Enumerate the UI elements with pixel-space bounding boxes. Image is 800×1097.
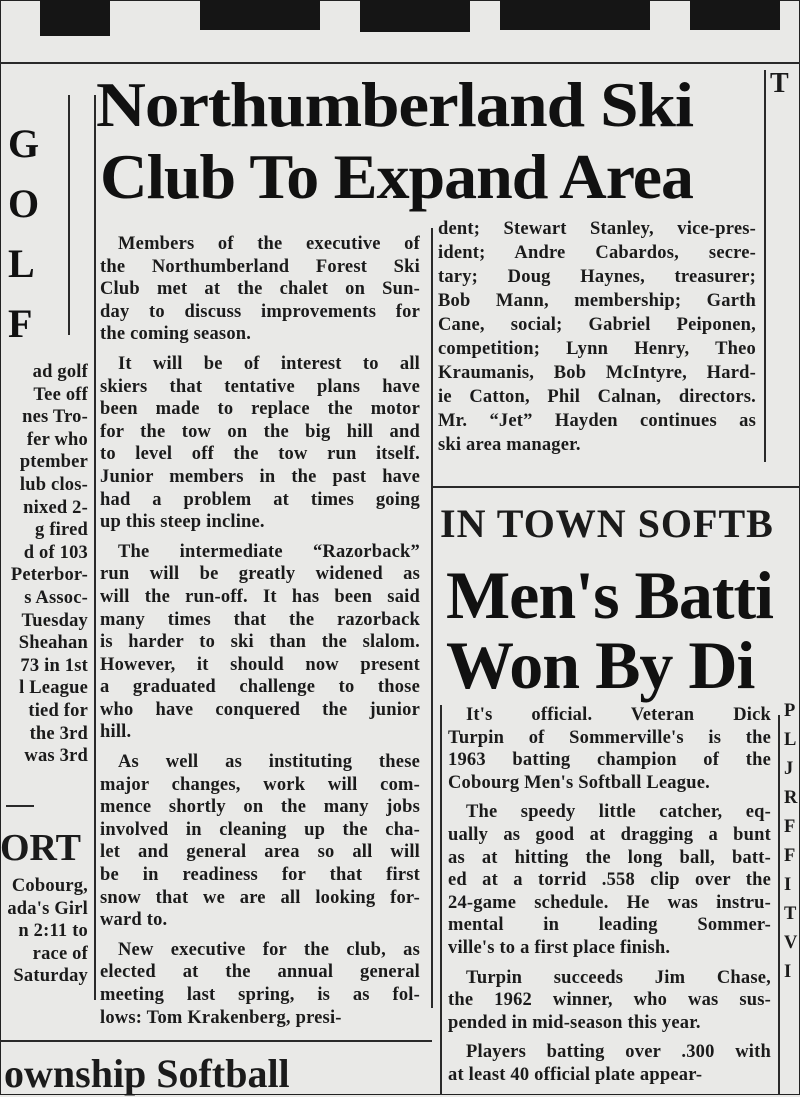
- text-line: F: [784, 817, 796, 837]
- text-line: the Northumberland Forest Ski: [100, 256, 420, 277]
- text-line: F: [784, 846, 796, 866]
- text-line: fer who: [26, 429, 88, 450]
- divider: [6, 805, 34, 807]
- text-line: the 1962 winner, who was sus-: [448, 990, 771, 1011]
- text-line: Sheahan: [18, 633, 88, 654]
- text-line: been made to replace the motor: [100, 399, 420, 420]
- text-line: run will be greatly widened as: [100, 564, 420, 585]
- text-line: Players batting over .300 with: [466, 1042, 771, 1063]
- text-line: n 2:11 to: [18, 921, 88, 942]
- text-line: be in readiness for that first: [100, 865, 420, 886]
- golf-letter: O: [8, 181, 40, 226]
- text-line: Mr. “Jet” Hayden continues as: [438, 411, 756, 431]
- text-line: The intermediate “Razorback”: [118, 541, 420, 562]
- text-line: for the tow on the big hill and: [100, 421, 420, 442]
- text-line: l League: [19, 678, 88, 699]
- softball-headline-line-2: Won By Di: [446, 627, 755, 703]
- township-softball-headline: ownship Softball: [4, 1051, 290, 1096]
- text-line: Tee off: [33, 384, 88, 405]
- divider: [0, 62, 800, 64]
- text-line: 24-game schedule. He was instru-: [448, 892, 771, 913]
- softball-kicker: IN TOWN SOFTB: [440, 501, 774, 546]
- text-line: It will be of interest to all: [118, 353, 420, 374]
- text-line: 1963 batting champion of the: [448, 750, 771, 771]
- text-line: mental in leading Sommer-: [448, 915, 771, 936]
- text-line: Cobourg,: [11, 876, 88, 896]
- text-line: T: [784, 904, 797, 924]
- text-line: Bob Mann, membership; Garth: [438, 291, 756, 311]
- text-line: to level off the tow run itself.: [100, 444, 420, 465]
- paragraph: [100, 939, 420, 1029]
- text-line: The speedy little catcher, eq-: [466, 802, 771, 823]
- text-line: 73 in 1st: [20, 655, 88, 676]
- text-line: R: [784, 788, 798, 808]
- softball-article-body: [448, 704, 771, 1094]
- text-line: Tuesday: [21, 610, 88, 631]
- paragraph: [100, 233, 420, 346]
- paragraph: [448, 967, 771, 1035]
- text-line: elected at the annual general: [100, 962, 420, 983]
- text-line: who have conquered the junior: [100, 699, 420, 720]
- text-line: meeting last spring, is as fol-: [100, 985, 420, 1005]
- text-line: as at hitting the long ball, batt-: [448, 847, 771, 868]
- text-line: ed at a torrid .558 clip over the: [448, 870, 771, 891]
- text-line: Peterbor-: [10, 565, 88, 586]
- text-line: will the run-off. It has been said: [100, 586, 420, 607]
- paragraph: [448, 1041, 771, 1086]
- text-line: many times that the razorback: [100, 609, 420, 630]
- text-line: dent; Stewart Stanley, vice-pres-: [438, 219, 756, 239]
- text-line: the coming season.: [100, 324, 252, 345]
- sport-article-text: [0, 875, 88, 988]
- golf-letter: L: [8, 241, 35, 286]
- text-line: It's official. Veteran Dick: [466, 705, 771, 725]
- text-line: Cane, social; Gabriel Peiponen,: [438, 315, 756, 335]
- text-line: s Assoc-: [24, 587, 88, 608]
- divider: [764, 70, 766, 462]
- masthead-fragment: [40, 0, 110, 36]
- text-line: the 3rd: [29, 723, 88, 744]
- text-line: Cobourg Men's Softball League.: [448, 772, 710, 793]
- text-line: As well as instituting these: [118, 752, 420, 773]
- text-line: V: [784, 933, 798, 953]
- text-line: ptember: [19, 452, 88, 473]
- softball-headline-line-1: Men's Batti: [446, 557, 774, 633]
- paragraph: [100, 353, 420, 534]
- paragraph: [100, 541, 420, 744]
- text-line: nes Tro-: [22, 407, 88, 428]
- text-line: a graduated challenge to those: [100, 677, 420, 698]
- masthead-fragment: [500, 0, 650, 30]
- text-line: Kraumanis, Bob McIntyre, Hard-: [438, 363, 756, 383]
- ski-article-body: [100, 233, 420, 1036]
- golf-letter: G: [8, 121, 40, 166]
- text-line: ie Catton, Phil Calnan, directors.: [438, 387, 756, 407]
- text-line: However, it should now present: [100, 654, 420, 675]
- text-line: race of: [32, 943, 88, 964]
- text-line: day to discuss improvements for: [100, 301, 420, 322]
- divider: [68, 95, 70, 335]
- text-line: mence shortly on the many jobs: [100, 797, 420, 818]
- divider: [431, 228, 433, 1008]
- text-line: Saturday: [13, 966, 88, 987]
- text-line: let and general area so all will: [100, 842, 420, 863]
- text-line: I: [784, 875, 792, 895]
- text-line: L: [784, 730, 797, 750]
- text-line: I: [784, 962, 792, 982]
- text-line: d of 103: [23, 542, 88, 563]
- text-line: g fired: [35, 520, 88, 541]
- text-line: nixed 2-: [23, 497, 88, 518]
- text-line: had a problem at times going: [100, 489, 420, 510]
- text-line: competition; Lynn Henry, Theo: [438, 339, 756, 359]
- text-line: up this steep incline.: [100, 512, 265, 533]
- text-line: skiers that tentative plans have: [100, 376, 420, 397]
- text-line: snow that we are all looking for-: [100, 887, 420, 908]
- masthead-fragment: [690, 0, 780, 30]
- text-line: hill.: [100, 722, 132, 743]
- text-line: ident; Andre Cabardos, secre-: [438, 243, 756, 263]
- text-line: at least 40 official plate appear-: [448, 1064, 703, 1085]
- text-line: major changes, work will com-: [100, 774, 420, 795]
- right-edge-column: [784, 700, 800, 990]
- text-line: Club met at the chalet on Sun-: [100, 279, 420, 300]
- masthead-fragment: [200, 0, 320, 30]
- text-line: ually as good at dragging a bunt: [448, 824, 771, 845]
- text-line: involved in cleaning up the cha-: [100, 819, 420, 840]
- text-line: New executive for the club, as: [118, 939, 420, 960]
- paragraph: [448, 801, 771, 959]
- ski-headline-line-1: Northumberland Ski: [96, 69, 694, 140]
- paragraph: [100, 751, 420, 932]
- paragraph: [448, 704, 771, 794]
- text-line: pended in mid-season this year.: [448, 1012, 701, 1033]
- divider: [440, 705, 442, 1095]
- text-line: lows: Tom Krakenberg, presi-: [100, 1007, 342, 1028]
- divider: [94, 95, 96, 1000]
- text-line: Turpin succeeds Jim Chase,: [466, 967, 771, 988]
- text-line: lub clos-: [19, 474, 88, 495]
- ski-article-continued: [438, 218, 756, 458]
- golf-article-text: [0, 361, 88, 768]
- text-line: is harder to ski than the slalom.: [100, 632, 420, 653]
- text-line: was 3rd: [24, 746, 88, 767]
- text-line: P: [784, 701, 796, 721]
- divider: [778, 715, 780, 1095]
- text-line: Junior members in the past have: [100, 466, 420, 487]
- divider: [0, 1040, 432, 1042]
- text-line: ad golf: [32, 362, 88, 382]
- text-line: ski area manager.: [438, 435, 581, 455]
- masthead-fragment: [360, 0, 470, 32]
- golf-letter: F: [8, 301, 33, 346]
- text-line: J: [784, 759, 794, 779]
- text-line: ward to.: [100, 910, 168, 931]
- text-line: ville's to a first place finish.: [448, 937, 671, 958]
- text-line: Members of the executive of: [118, 234, 420, 254]
- sport-heading: ORT: [0, 827, 82, 869]
- text-line: ada's Girl: [7, 898, 88, 919]
- divider: [432, 486, 800, 488]
- text-line: Turpin of Sommerville's is the: [448, 727, 771, 748]
- text-line: tied for: [28, 700, 88, 721]
- right-edge-heading: T: [770, 68, 789, 99]
- ski-headline-line-2: Club To Expand Area: [100, 141, 693, 212]
- text-line: tary; Doug Haynes, treasurer;: [438, 267, 756, 287]
